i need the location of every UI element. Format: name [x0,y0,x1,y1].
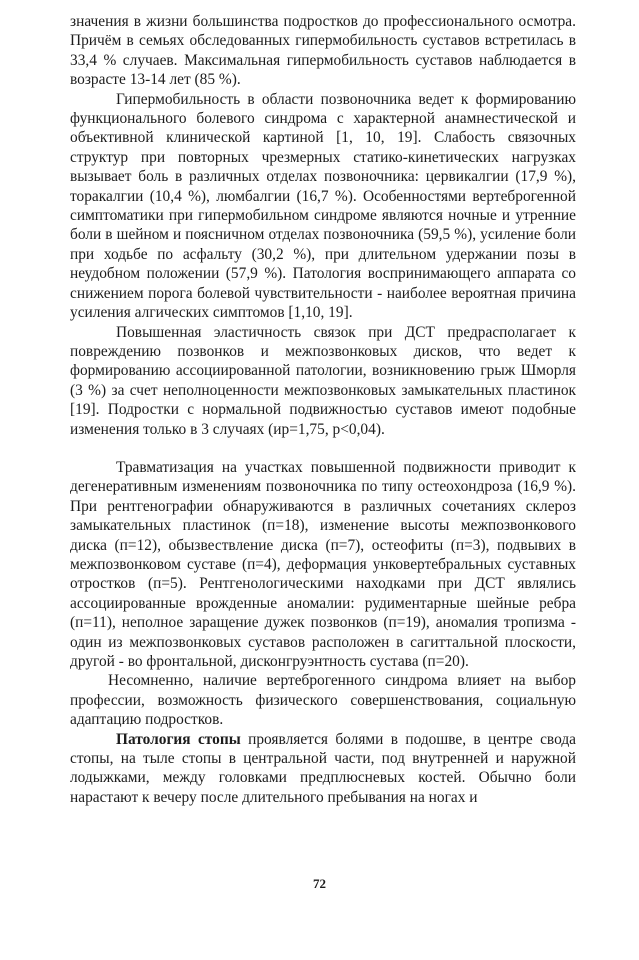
paragraph-6-text: проявляется болями в подошве, в центре свода стопы, на тыле стопы в центральной части, под внутренней и наружной лодыжками, между головками предплюсневых костей. Обычно боли нарастают к вечеру после длительного пребывания на ногах и [70,730,576,806]
page-number: 72 [313,876,326,891]
section-lead-bold: Патология стопы [116,730,241,748]
paragraph-2: Гипермобильность в области позвоночника ведет к формированию функционального болевого синдрома с характерной анамнестической и объективной клинической картиной [1, 10, 19]. Слабость связочных структур при повторных чрезмерных статико-кинетических нагрузках вызывает боль в различных отделах позвоночника: цервикалгии (17,9 %), торакалгии (10,4 %), люмбалгии (16,7 %). Особенностями вертеброгенной симптоматики при гипермобильном синдроме являются ночные и утренние боли в шейном и поясничном отделах позвоночника (59,5 %), усиление боли при ходьбе по асфальту (30,2 %), при длительном удержании позы в неудобном положении (57,9 %). Патология воспринимающего аппарата со снижением порога болевой чувствительности - наиболее вероятная причина усиления алгических симптомов [1,10, 19]. [70,90,576,322]
paragraph-3: Повышенная эластичность связок при ДСТ предрасполагает к повреждению позвонков и межпозвонковых дисков, что ведет к формированию ассоциированной патологии, возникновению грыж Шморля (3 %) за счет неполноценности межпозвонковых замыкательных пластинок [19]. Подростки с нормальной подвижностью суставов имеют подобные изменения только в 3 случаях (ир=1,75, р<0,04). [70,323,576,438]
paragraph-gap [70,439,576,458]
paragraph-1: значения в жизни большинства подростков до профессионального осмотра. Причём в семьях обследованных гипермобильность суставов встретилась в 33,4 % случаев. Максимальная гипермобильность суставов наблюдается в возрасте 13-14 лет (85 %). [70,13,576,89]
body-text [70,12,576,807]
paragraph-4: Травматизация на участках повышенной подвижности приводит к дегенеративным изменениям позвоночника по типу остеохондроза (16,9 %). При рентгенографии обнаруживаются в различных сочетаниях склероз замыкательных пластинок (п=18), изменение высоты межпозвонкового диска (п=12), обызвествление диска (п=7), остеофиты (п=3), подвывих в межпозвонковом суставе (п=4), деформация унковертебральных суставных отростков (п=5). Рентгенологическими находками при ДСТ являлись ассоциированные врожденные аномалии: рудиментарные шейные ребра (п=11), неполное заращение дужек позвонков (п=19), аномалия тропизма - один из межпозвонковых суставов расположен в сагиттальной плоскости, другой - во фронтальной, дисконгруэнтность сустава (п=20). [70,458,576,670]
paragraph-6 [70,730,576,808]
paragraph-5: Несомненно, наличие вертеброгенного синдрома влияет на выбор профессии, возможность физического совершенствования, социальную адаптацию подростков. [70,672,576,729]
